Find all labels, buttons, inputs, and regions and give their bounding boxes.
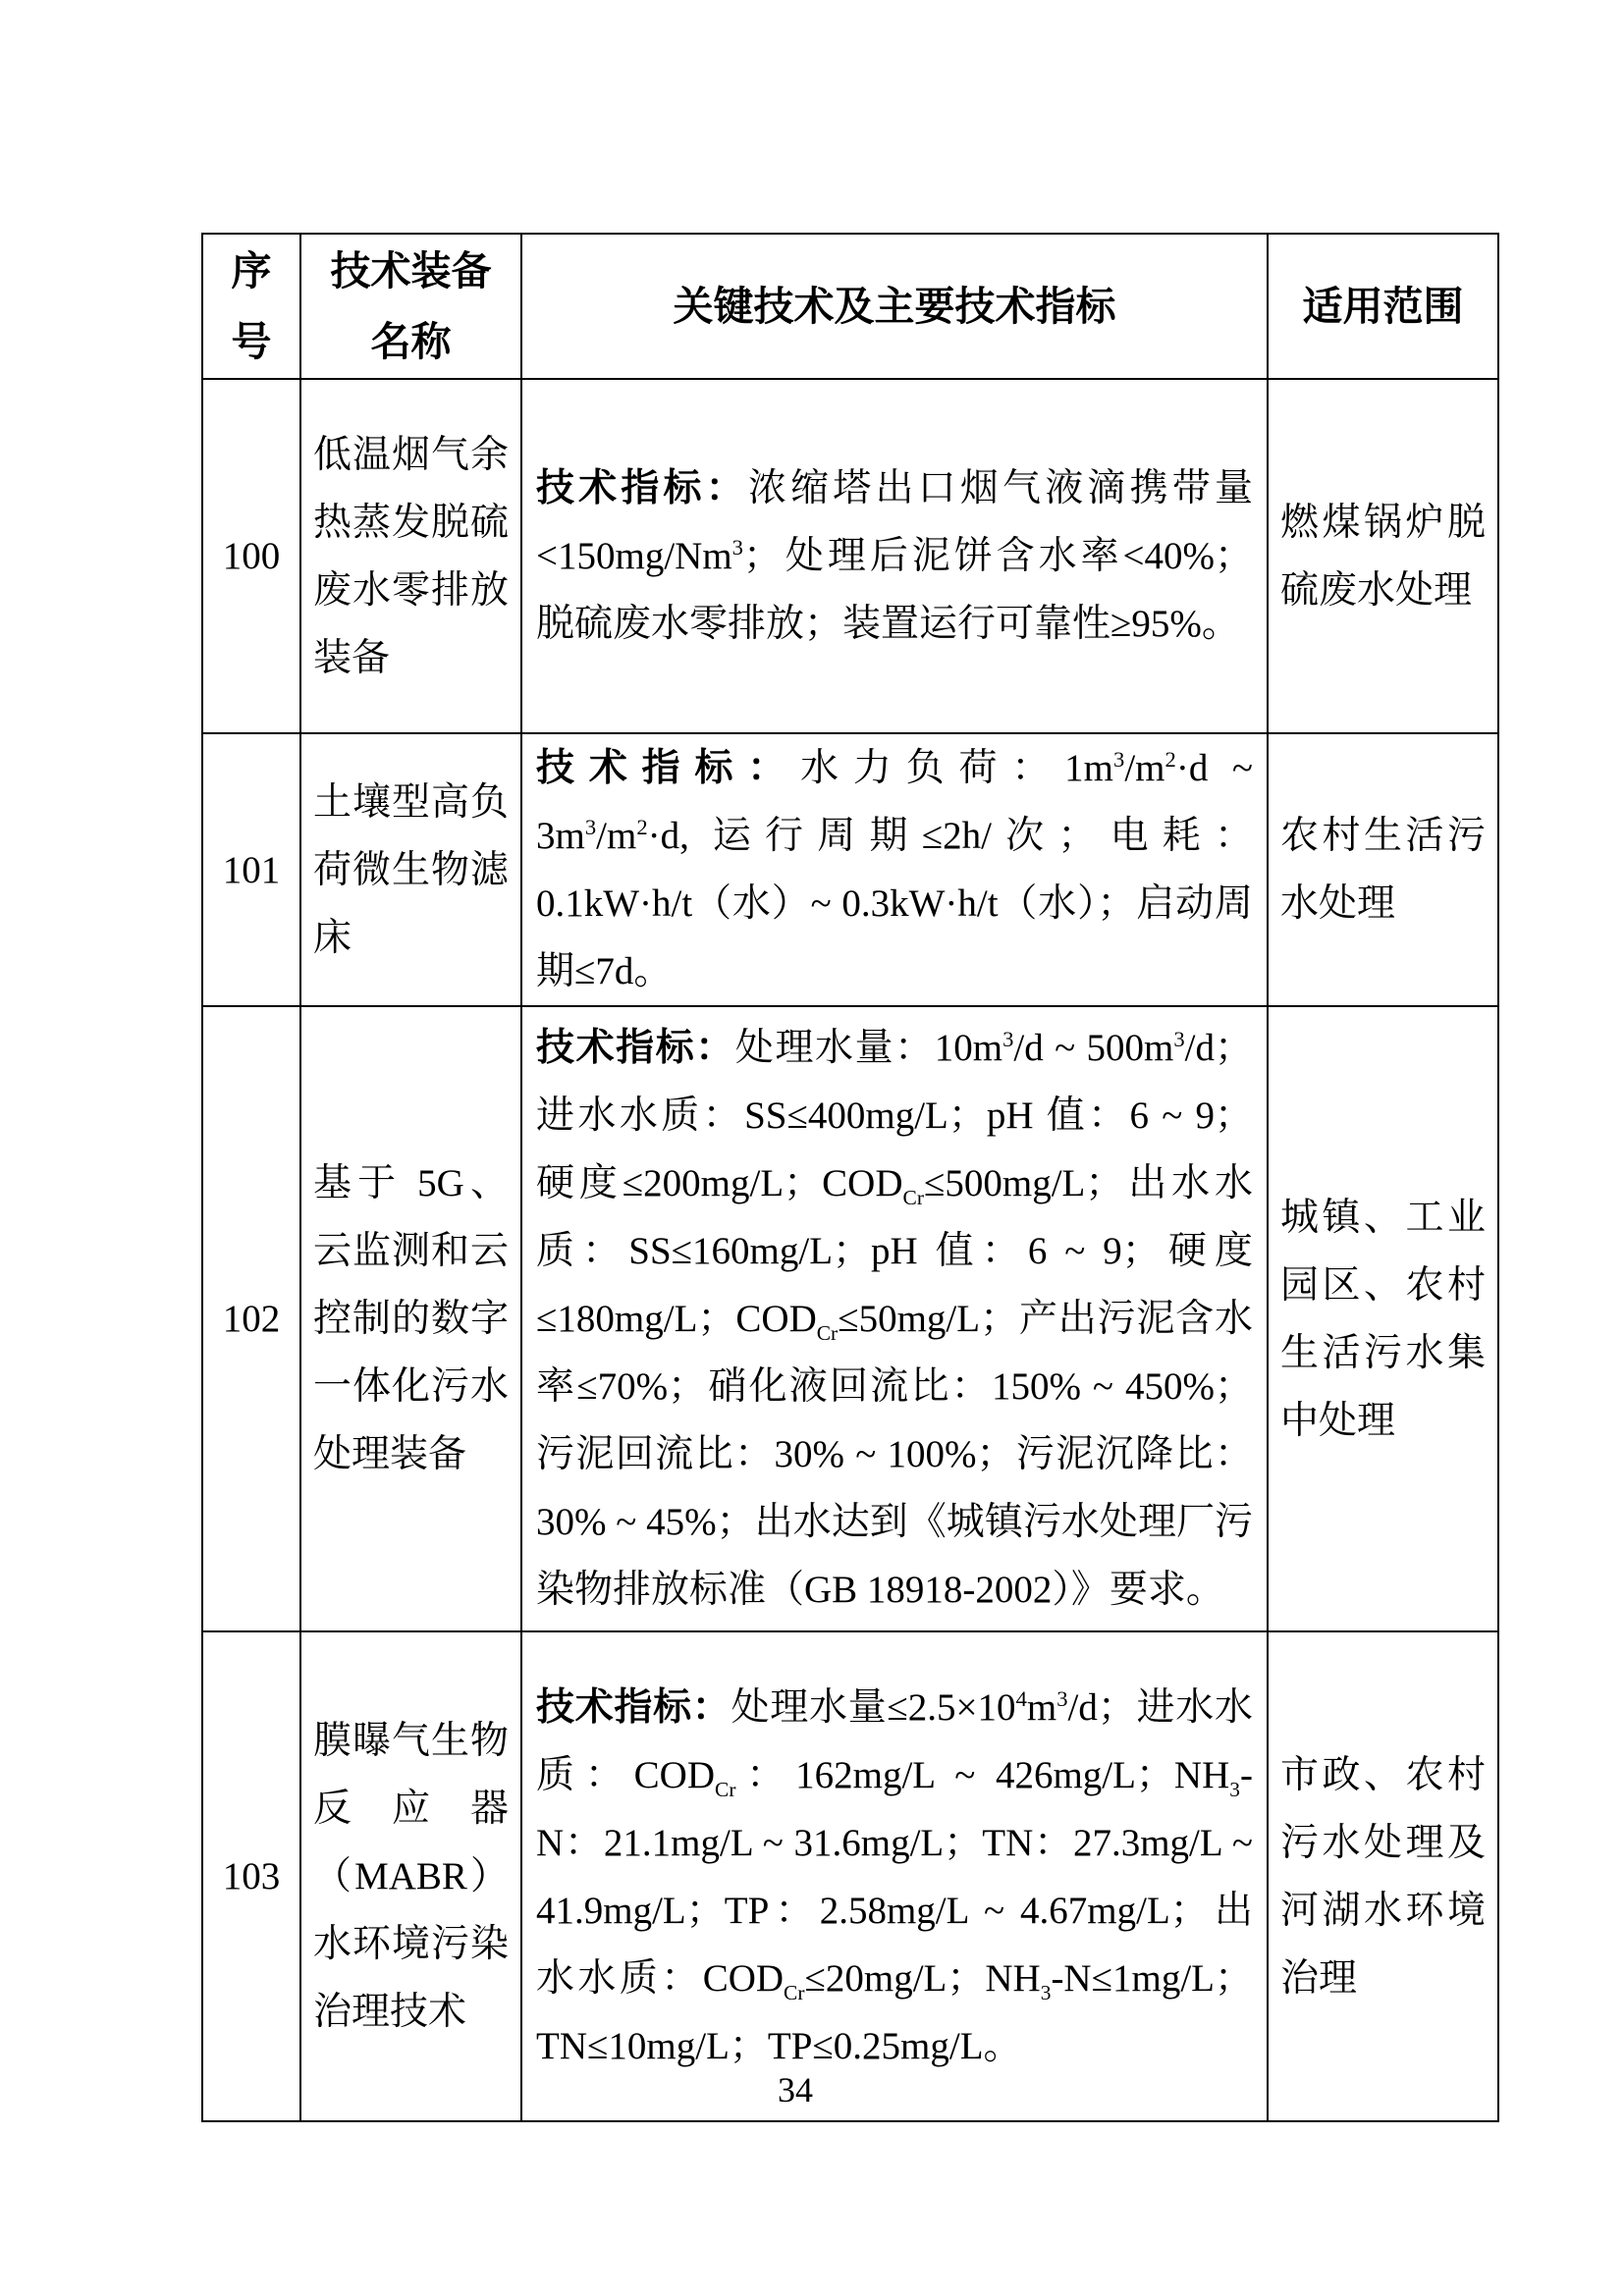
technology-equipment-table — [201, 233, 1499, 2122]
row-103-indicator-label: 技术指标： — [536, 1685, 731, 1729]
row-100-name: 低温烟气余热蒸发脱硫废水零排放装备 — [300, 379, 521, 733]
row-100-indicator-label: 技术指标： — [536, 467, 748, 509]
row-102-indicators — [521, 1006, 1268, 1631]
row-101-indicators — [521, 733, 1268, 1006]
row-103-indicators — [521, 1631, 1268, 2121]
header-cell-scope — [1268, 234, 1498, 379]
header-indicators-label: 关键技术及主要技术指标 — [673, 284, 1116, 329]
row-102-name: 基于 5G、云监测和云控制的数字一体化污水处理装备 — [300, 1006, 521, 1631]
header-cell-indicators — [521, 234, 1268, 379]
row-100-indicators — [521, 379, 1268, 733]
row-102-indicator-label: 技术指标： — [536, 1027, 735, 1069]
header-name-label: 技术装备名称 — [330, 248, 492, 364]
row-101-name: 土壤型高负荷微生物滤床 — [300, 733, 521, 1006]
row-101-indicator-text: 水力负荷：$1m^3/m^2\cdot d$ ~ $3m^3/m^2\cdot d$, 运行周期≤2h/次；电耗：0.1kW·h/t（水）~ 0.3kW·h/t（水）；启动周期≤7d。 — [536, 747, 1253, 992]
table-row-102 — [202, 1006, 1498, 1631]
row-101-scope: 农村生活污水处理 — [1268, 733, 1498, 1006]
row-103-scope: 市政、农村污水处理及河湖水环境治理 — [1268, 1631, 1498, 2121]
row-100-no: 100 — [202, 379, 300, 733]
row-101-no: 101 — [202, 733, 300, 1006]
row-100-scope: 燃煤锅炉脱硫废水处理 — [1268, 379, 1498, 733]
header-scope-label: 适用范围 — [1302, 284, 1464, 329]
row-102-scope: 城镇、工业园区、农村生活污水集中处理 — [1268, 1006, 1498, 1631]
page-number: 34 — [778, 2070, 813, 2109]
row-100-indicator-text: 浓缩塔出口烟气液滴携带量$<150mg/Nm^3$；处理后泥饼含水率<40%；脱硫废水零排放；装置运行可靠性≥95%。 — [536, 467, 1253, 645]
row-102-no: 102 — [202, 1006, 300, 1631]
table-row-100 — [202, 379, 1498, 733]
table-row-101 — [202, 733, 1498, 1006]
header-cell-name — [300, 234, 521, 379]
row-103-name: 膜曝气生物反应器（MABR）水环境污染治理技术 — [300, 1631, 521, 2121]
row-101-indicator-label: 技术指标： — [536, 747, 801, 789]
row-103-no: 103 — [202, 1631, 300, 2121]
header-cell-no — [202, 234, 300, 379]
table-header-row — [202, 234, 1498, 379]
header-no-label: 序号 — [231, 248, 272, 364]
table-row-103 — [202, 1631, 1498, 2121]
row-103-indicator-text: 处理水量$\le 2.5\times 10^4m^3/d$；进水水质：$COD_{Cr}$：162mg/L ~ 426mg/L；$NH_3-N$：21.1mg/L ~ 31.6mg/L；TN：27.3mg/L ~ 41.9mg/L；TP：2.58mg/L ~ 4.67mg/L；出水水质：$COD_{Cr}\le 20mg/L$；$NH_3-N\le 1mg/L$；TN≤10mg/L；TP≤0.25mg/L。 — [536, 1685, 1253, 2067]
row-102-indicator-text: 处理水量：$10m^3/d$ ~ $500m^3/d$；进水水质：SS≤400mg/L；pH 值：6 ~ 9；硬度≤200mg/L；$COD_{Cr}\le 500mg/L$；出水水质：SS≤160mg/L；pH 值：6 ~ 9；硬度≤180mg/L；$COD_{Cr}\le 50mg/L$；产出污泥含水率≤70%；硝化液回流比：150% ~ 450%；污泥回流比：30% ~ 100%；污泥沉降比：30% ~ 45%；出水达到《城镇污水处理厂污染物排放标准（GB 18918-2002）》要求。 — [536, 1027, 1253, 1611]
